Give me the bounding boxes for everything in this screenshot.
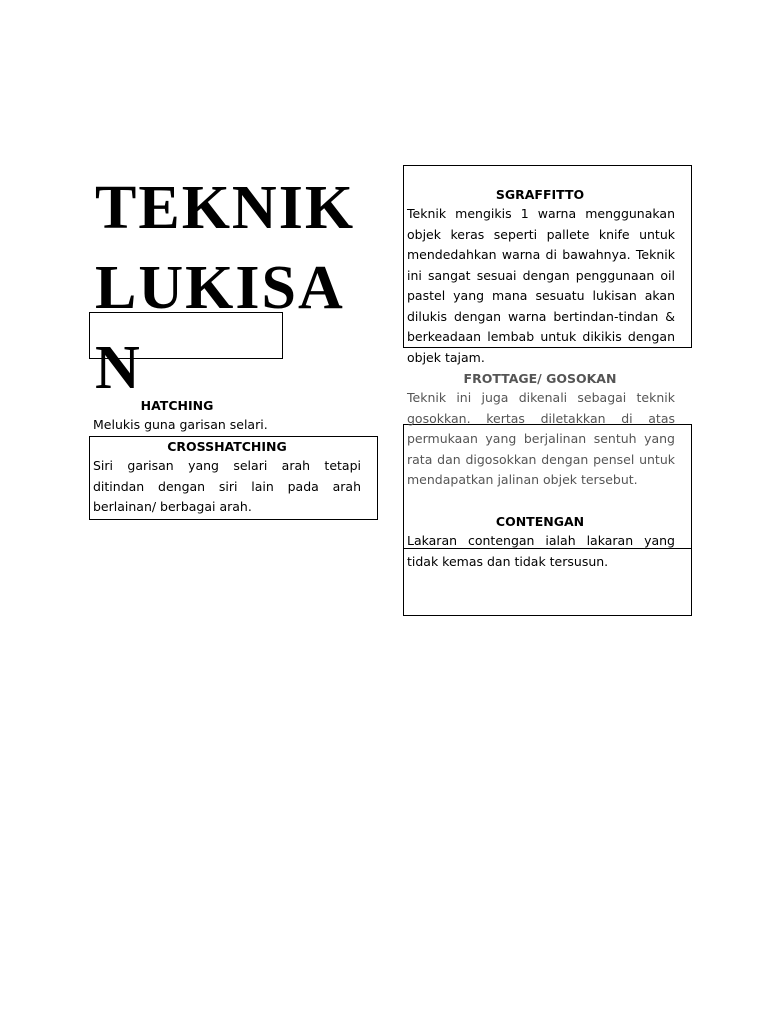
contengan-text: Lakaran contengan ialah lakaran yang tidak kemas dan tidak tersusun. — [407, 533, 675, 569]
frottage-text: Teknik ini juga dikenali sebagai teknik gosokkan. kertas diletakkan di atas permukaan yang berjalinan sentuh yang rata dan digosokkan dengan pensel untuk mendapatkan jalinan objek tersebut. — [407, 390, 675, 487]
crosshatching-heading: CROSSHATCHING — [167, 439, 287, 454]
title-line-2: LUKISA — [95, 254, 345, 322]
sgraffitto-text: Teknik mengikis 1 warna menggunakan objek keras seperti pallete knife untuk mendedahkan warna di bawahnya. Teknik ini sangat sesuai dengan penggunaan oil pastel yang mana sesuatu lukisan akan dilukis dengan warna bertindan-tindan & berkeadaan lembab untuk dikikis dengan objek tajam. — [407, 206, 675, 365]
page-title — [95, 168, 355, 408]
contengan-heading: CONTENGAN — [495, 514, 585, 529]
title-line-3: N — [95, 334, 142, 402]
title-frame — [89, 312, 283, 359]
hatching-text: Melukis guna garisan selari. — [93, 417, 268, 432]
hatching-heading: HATCHING — [140, 398, 214, 413]
title-line-1: TEKNIK — [95, 174, 356, 242]
crosshatching-text: Siri garisan yang selari arah tetapi ditindan dengan siri lain pada arah berlainan/ berbagai arah. — [93, 458, 361, 514]
frottage-heading: FROTTAGE/ GOSOKAN — [463, 371, 617, 386]
sgraffitto-heading: SGRAFFITTO — [495, 187, 585, 202]
